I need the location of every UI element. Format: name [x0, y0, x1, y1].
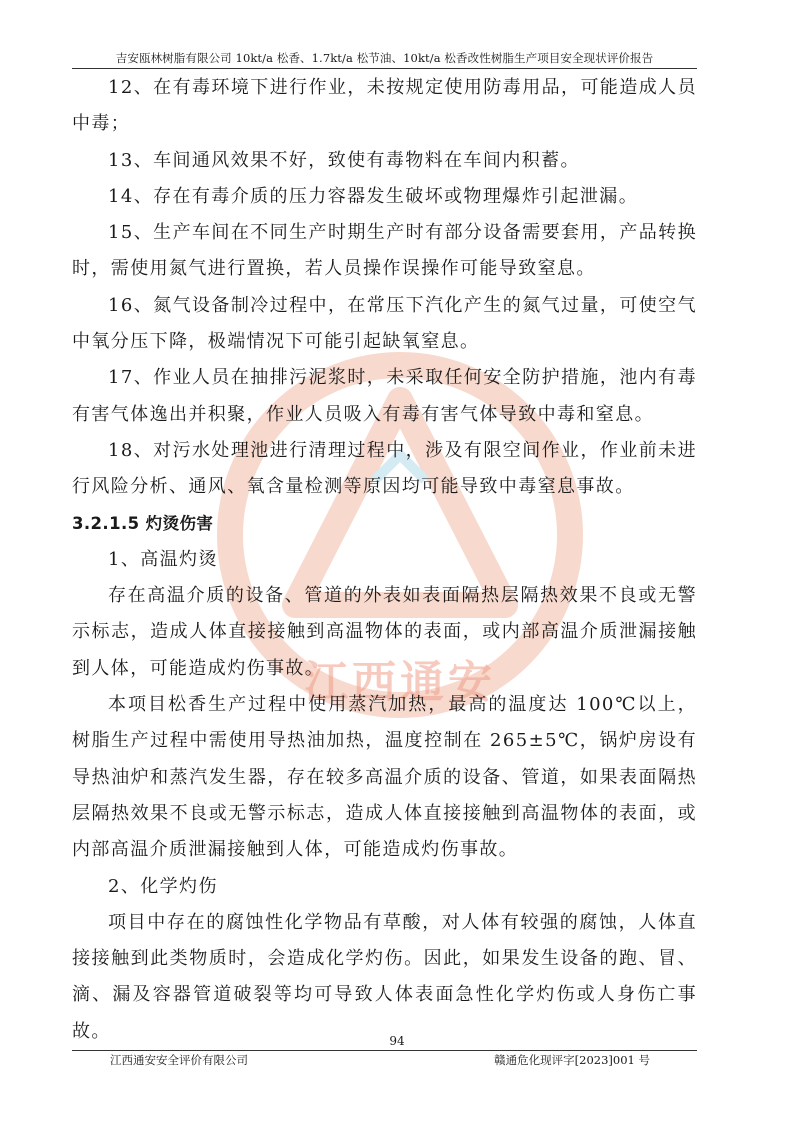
subheading-high-temp-burn: 1、高温灼烫: [108, 548, 218, 570]
paragraph-16: 16、氮气设备制冷过程中，在常压下汽化产生的氮气过量，可使空气中氧分压下降，极端情况下可能引起缺氧窒息。: [72, 294, 697, 353]
paragraph-13: 13、车间通风效果不好，致使有毒物料在车间内积蓄。: [108, 149, 580, 171]
page-number: 94: [389, 1034, 405, 1048]
document-body: [72, 70, 697, 1050]
page-header: 吉安瓯林树脂有限公司 10kt/a 松香、1.7kt/a 松节油、10kt/a 松香改性树脂生产项目安全现状评价报告: [115, 51, 654, 65]
paragraph-14: 14、存在有毒介质的压力容器发生破坏或物理爆炸引起泄漏。: [108, 185, 639, 207]
footer-company: 江西通安安全评价有限公司: [110, 1053, 248, 1067]
footer-doc-code: 赣通危化现评字[2023]001 号: [494, 1053, 650, 1067]
paragraph-18: 18、对污水处理池进行清理过程中，涉及有限空间作业，作业前未进行风险分析、通风、氧含量检测等原因均可能导致中毒窒息事故。: [72, 439, 697, 498]
header-rule: [72, 68, 697, 69]
paragraph-burn-2: 本项目松香生产过程中使用蒸汽加热，最高的温度达 100℃以上，树脂生产过程中需使用导热油加热，温度控制在 265±5℃，锅炉房设有导热油炉和蒸汽发生器，存在较多高温介质的设备、管道，如果表面隔热层隔热效果不良或无警示标志，造成人体直接接触到高温物体的表面，或内部高温介质泄漏接触到人体，可能造成灼伤事故。: [72, 694, 697, 861]
subheading-chemical-burn: 2、化学灼伤: [108, 875, 218, 897]
paragraph-17: 17、作业人员在抽排污泥浆时，未采取任何安全防护措施，池内有毒有害气体逸出并积聚，作业人员吸入有毒有害气体导致中毒和窒息。: [72, 367, 697, 425]
watermark-text: 江西通安: [304, 657, 496, 708]
paragraph-chemical-1: 项目中存在的腐蚀性化学物品有草酸，对人体有较强的腐蚀，人体直接接触到此类物质时，会造成化学灼伤。因此，如果发生设备的跑、冒、滴、漏及容器管道破裂等均可导致人体表面急性化学灼伤或人身伤亡事故。: [72, 911, 697, 1042]
paragraph-15: 15、生产车间在不同生产时期生产时有部分设备需要套用，产品转换时，需使用氮气进行置换，若人员操作误操作可能导致窒息。: [72, 222, 697, 280]
paragraph-burn-1: 存在高温介质的设备、管道的外表如表面隔热层隔热效果不良或无警示标志，造成人体直接接触到高温物体的表面，或内部高温介质泄漏接触到人体，可能造成灼伤事故。: [72, 585, 697, 679]
footer-rule: [72, 1050, 697, 1051]
paragraph-12: 12、在有毒环境下进行作业，未按规定使用防毒用品，可能造成人员中毒；: [72, 77, 697, 135]
section-heading: 3.2.1.5 灼烫伤害: [72, 513, 214, 533]
